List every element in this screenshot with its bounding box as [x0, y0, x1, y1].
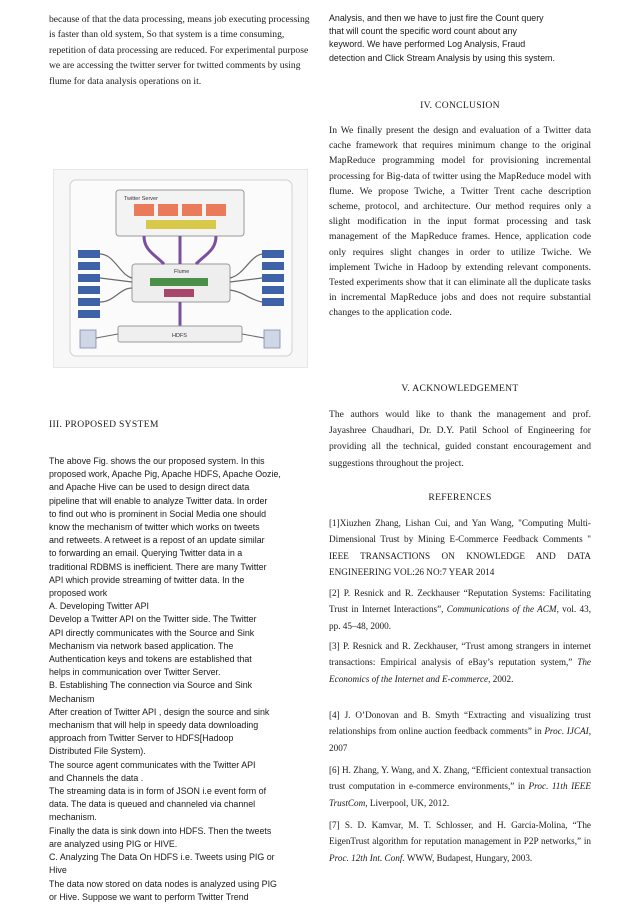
reference-item: [329, 762, 591, 811]
text-line: or Hive. Suppose we want to perform Twitter Trend: [49, 891, 249, 902]
acknowledgement-paragraph: The authors would like to thank the management and prof. Jayashree Chaudhari, Dr. D.Y. Patil School of Engineering for providing all the technical, guided constant encouragement and suggestions throughout the project.: [329, 409, 591, 469]
flume-sink: [164, 289, 194, 297]
text-line: API which provide streaming of twitter data. In the: [49, 574, 245, 585]
text-line: Distributed File System).: [49, 746, 146, 757]
text-line: Analysis, and then we have to just fire the Count query: [329, 13, 544, 23]
reference-details: WWW, Budapest, Hungary, 2003.: [404, 852, 533, 863]
source-node: [78, 274, 100, 282]
text-line: After creation of Twitter API , design the source and sink: [49, 706, 270, 717]
server-node: [182, 204, 202, 216]
text-line: The source agent communicates with the Twitter API: [49, 759, 256, 770]
source-node: [78, 286, 100, 294]
text-line: The streaming data is in form of JSON i.e event form of: [49, 786, 267, 797]
reference-venue: Proc. 12th Int. Conf.: [329, 852, 405, 863]
reference-venue: The Economics of the Internet and E-commerce: [329, 657, 591, 684]
text-line: Develop a Twitter API on the Twitter side. The Twitter: [49, 614, 257, 625]
text-line: to find out who is prominent in Social Media one should: [49, 508, 267, 519]
server-node: [134, 204, 154, 216]
source-node: [78, 262, 100, 270]
reference-item: [329, 585, 591, 634]
reference-item: [329, 515, 591, 581]
text-line: data. The data is queued and channeled via channel: [49, 799, 256, 810]
reference-venue: Proc. 11th IEEE TrustCom: [329, 781, 591, 808]
text-line: traditional RDBMS is inefficient. There are many Twitter: [49, 561, 267, 572]
text-line: proposed work, Apache Pig, Apache HDFS, Apache Oozie,: [49, 469, 281, 480]
section-heading-acknowledgement: V. ACKNOWLEDGEMENT: [401, 383, 519, 394]
server-node: [206, 204, 226, 216]
text-line: The data now stored on data nodes is analyzed using PIG: [49, 878, 277, 889]
conclusion-paragraph: In We finally present the design and evaluation of a Twitter data cache framework that requires minimum change to the original MapReduce programming model for provisioning incremental processing for Big-data of twitter using the MapReduce model with flume. We propose Twiche, a Twitter Trent cache description scheme, protocol, and architecture. Our method requires only a slight modification in the input format processing and task management of the MapReduce frames. Hence, application code only requires slight changes in order to utilize Twiche. We implement Twiche in Hadoop by extending relevant components. Tested experiments show that it can eliminate all the duplicate tasks in incremental MapReduce jobs and does not require substantial changes to the application code.: [329, 125, 591, 319]
text-line: Hive: [49, 865, 67, 876]
flume-channel: [150, 278, 208, 286]
reference-details: , 2002.: [488, 673, 514, 684]
text-line: B. Establishing The connection via Source and Sink: [49, 680, 253, 691]
analysis-paragraph: [329, 12, 599, 65]
reference-details: , Liverpool, UK, 2012.: [365, 797, 450, 808]
text-line: helps in communication over Twitter Server.: [49, 667, 221, 678]
reference-text: [1]Xiuzhen Zhang, Lishan Cui, and Yan Wang, "Computing Multi-Dimensional Trust by Mining E-Commerce Feedback Comments " IEEE TRANSACTIONS ON KNOWLEDGE AND DATA ENGINEERING VOL:26 NO:7 YEAR 2014: [329, 518, 591, 578]
reference-text: [2] P. Resnick and R. Zeckhauser “Reputation Systems: Facilitating Trust in Internet Interactions”,: [329, 588, 591, 615]
text-line: mechanism that will help in speedy data downloading: [49, 720, 259, 731]
text-line: know the mechanism of twitter which works on tweets: [49, 522, 260, 533]
reference-text: [4] J. O’Donovan and B. Smyth “Extracting and visualizing trust relationships from online auction feedback comments” in: [329, 710, 591, 737]
text-line: C. Analyzing The Data On HDFS i.e. Tweets using PIG or: [49, 852, 275, 863]
section-heading-references: REFERENCES: [428, 492, 492, 503]
reference-venue: Proc. IJCAI: [544, 726, 589, 737]
text-line: and Channels the data .: [49, 772, 144, 783]
source-node: [78, 250, 100, 258]
text-line: approach from Twitter Server to HDFS[Hadoop: [49, 733, 234, 744]
reference-text: [3] P. Resnick and R. Zeckhauser, “Trust among strangers in internet transactions: Empirical analysis of eBay’s reputation system,”: [329, 641, 591, 668]
proposed-system-body: [49, 455, 319, 904]
source-node: [78, 298, 100, 306]
text-line: detection and Click Stream Analysis by using this system.: [329, 52, 555, 63]
source-node: [78, 310, 100, 318]
architecture-diagram: [54, 170, 307, 367]
sink-node: [262, 274, 284, 282]
sink-node: [262, 262, 284, 270]
text-line: API directly communicates with the Source and Sink: [49, 627, 255, 638]
reference-item: [329, 817, 591, 866]
reference-details: , 2007: [329, 726, 591, 753]
text-line: and retweets. A retweet is a repost of an update similar: [49, 535, 265, 546]
reference-item: [329, 707, 591, 756]
reference-venue: Communications of the ACM: [446, 604, 557, 615]
text-line: The above Fig. shows the our proposed system. In this: [49, 456, 265, 466]
sink-node: [262, 250, 284, 258]
server-label: Twitter Server: [124, 196, 158, 202]
reference-text: [6] H. Zhang, Y. Wang, and X. Zhang, “Efficient contextual transaction trust computation in e-commerce environments,” in: [329, 765, 591, 792]
architecture-figure: [53, 169, 308, 368]
text-line: Mechanism: [49, 693, 95, 704]
flume-label: Flume: [174, 269, 190, 275]
text-line: Finally the data is sink down into HDFS. Then the tweets: [49, 825, 272, 836]
section-heading-proposed: III. PROPOSED SYSTEM: [49, 419, 159, 430]
text-line: keyword. We have performed Log Analysis, Fraud: [329, 39, 526, 50]
reference-text: [7] S. D. Kamvar, M. T. Schlosser, and H. Garcia-Molina, “The EigenTrust algorithm for reputation management in P2P networks,” in: [329, 820, 591, 847]
text-line: and Apache Hive can be used to design direct data: [49, 482, 250, 493]
text-line: pipeline that will enable to analyze Twitter data. In order: [49, 495, 268, 506]
text-line: to forwarding an email. Querying Twitter data in a: [49, 548, 243, 559]
intro-paragraph: because of that the data processing, means job executing processing is faster than old system, So that system is a time consuming, repetition of data processing are reduced. For experimental purpose we are accessing the twitter server for twitted comments by using flume for data analysis operations on it.: [49, 14, 310, 87]
server-node: [158, 204, 178, 216]
section-heading-conclusion: IV. CONCLUSION: [420, 100, 500, 111]
hdfs-label: HDFS: [172, 333, 187, 339]
text-line: Authentication keys and tokens are established that: [49, 654, 252, 665]
text-line: proposed work: [49, 588, 108, 599]
text-line: A. Developing Twitter API: [49, 601, 149, 612]
reference-item: [329, 638, 591, 687]
server-bus: [146, 220, 216, 229]
sink-node: [262, 298, 284, 306]
sink-node: [262, 286, 284, 294]
text-line: that will count the specific word count about any: [329, 26, 517, 37]
text-line: mechanism.: [49, 812, 97, 823]
text-line: are analyzed using PIG or HIVE.: [49, 838, 178, 849]
text-line: Mechanism via network based application. The: [49, 640, 234, 651]
reference-details: , vol. 43, pp. 45–48, 2000.: [329, 604, 591, 631]
